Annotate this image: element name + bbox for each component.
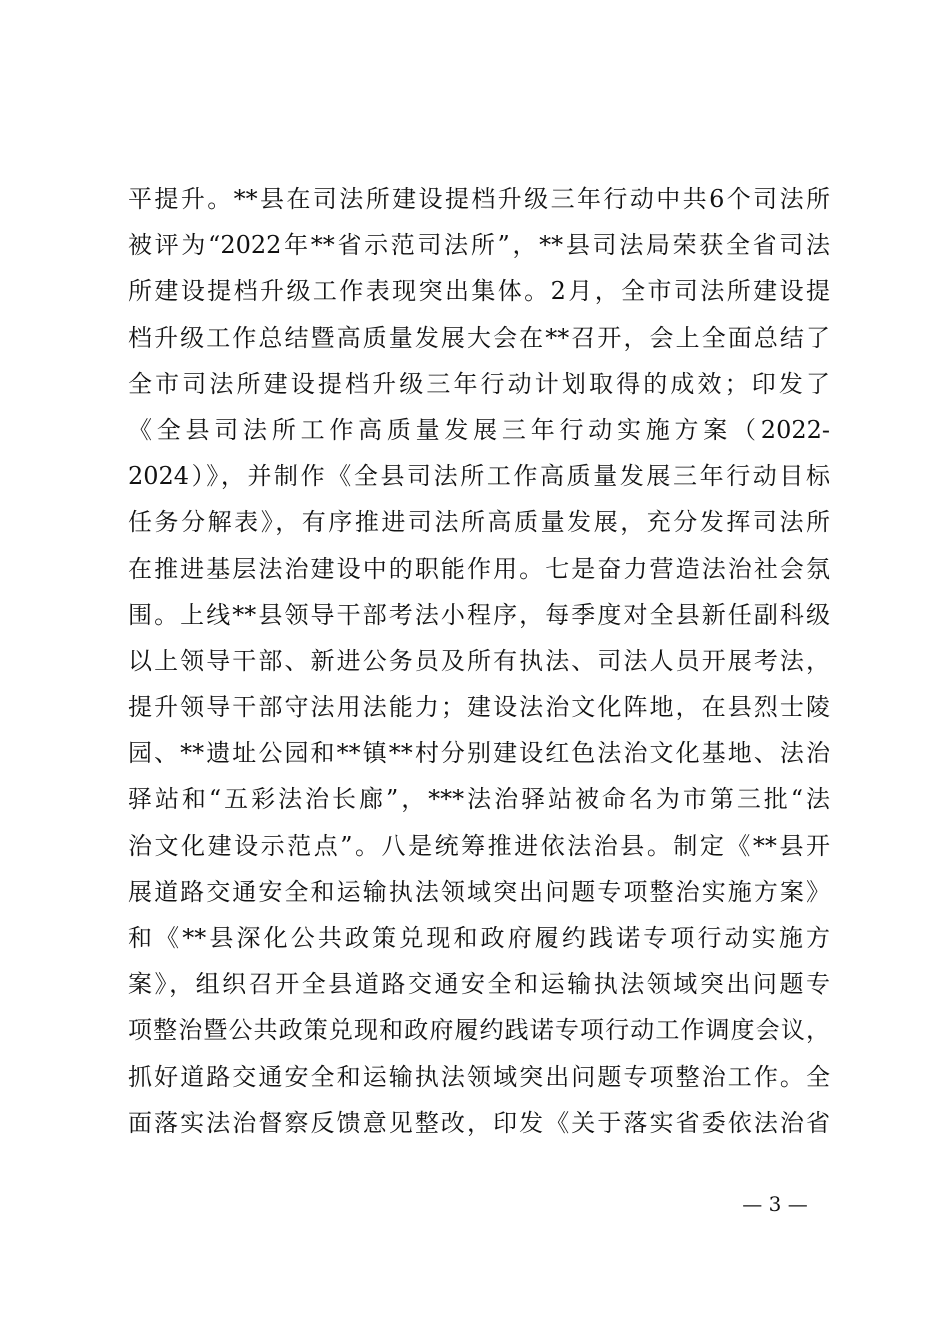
text-line: 和《**县深化公共政策兑现和政府履约践诺专项行动实施方 xyxy=(128,924,830,952)
text-line: 面落实法治督察反馈意见整改，印发《关于落实省委依法治省 xyxy=(128,1108,830,1137)
text-line: 平提升。**县在司法所建设提档升级三年行动中共6个司法所 xyxy=(128,185,830,213)
text-line: 围。上线**县领导干部考法小程序，每季度对全县新任副科级 xyxy=(128,600,830,629)
text-line: 2024）》，并制作《全县司法所工作高质量发展三年行动目标 xyxy=(128,462,830,491)
text-line: 抓好道路交通安全和运输执法领域突出问题专项整治工作。全 xyxy=(128,1062,830,1091)
text-line: 提升领导干部守法用法能力；建设法治文化阵地，在县烈士陵 xyxy=(128,693,830,722)
text-line: 所建设提档升级工作表现突出集体。2月，全市司法所建设提 xyxy=(128,277,830,306)
text-line: 被评为“2022年**省示范司法所”，**县司法局荣获全省司法 xyxy=(128,231,830,260)
text-line: 《全县司法所工作高质量发展三年行动实施方案（2022- xyxy=(128,415,830,444)
body-text xyxy=(128,176,830,1146)
text-line: 园、**遗址公园和**镇**村分别建设红色法治文化基地、法治 xyxy=(128,739,830,768)
text-line: 在推进基层法治建设中的职能作用。七是奋力营造法治社会氛 xyxy=(128,554,830,583)
text-line: 展道路交通安全和运输执法领域突出问题专项整治实施方案》 xyxy=(128,877,830,906)
text-line: 以上领导干部、新进公务员及所有执法、司法人员开展考法， xyxy=(128,646,830,675)
text-line: 案》，组织召开全县道路交通安全和运输执法领域突出问题专 xyxy=(128,970,830,999)
text-line: 项整治暨公共政策兑现和政府履约践诺专项行动工作调度会议， xyxy=(128,1016,830,1045)
page-number: — 3 — xyxy=(742,1192,808,1216)
text-line: 治文化建设示范点”。八是统筹推进依法治县。制定《**县开 xyxy=(128,831,830,860)
text-line: 驿站和“五彩法治长廊”，***法治驿站被命名为市第三批“法 xyxy=(128,785,830,814)
text-line: 档升级工作总结暨高质量发展大会在**召开，会上全面总结了 xyxy=(128,323,830,352)
text-line: 全市司法所建设提档升级三年行动计划取得的成效；印发了 xyxy=(128,369,830,398)
text-line: 任务分解表》，有序推进司法所高质量发展，充分发挥司法所 xyxy=(128,508,830,537)
